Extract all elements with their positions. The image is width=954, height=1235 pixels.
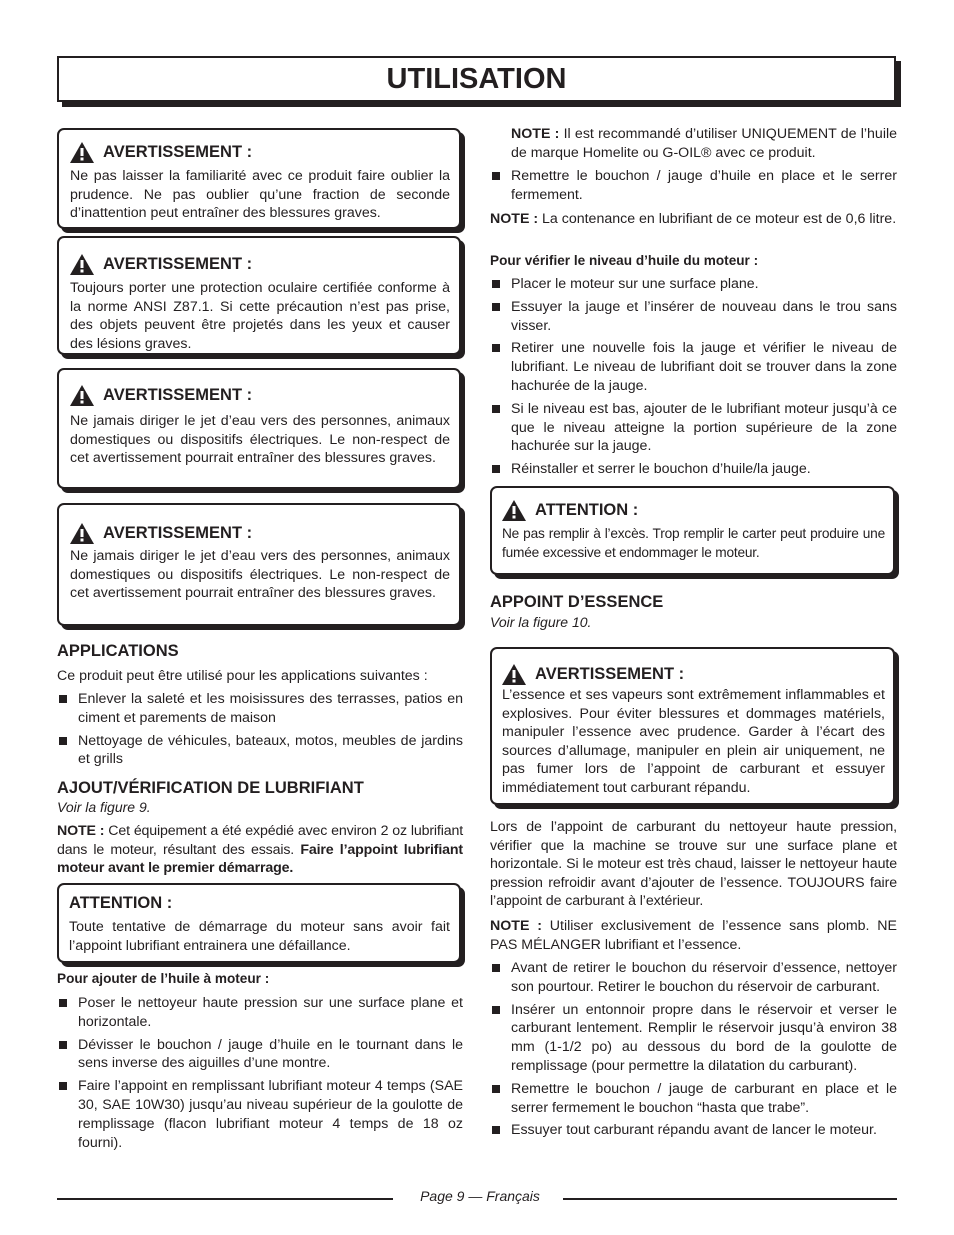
- attention-box-left: [57, 883, 461, 963]
- list-item: Essuyer la jauge et l’insérer de nouveau dans le trou sans visser.: [490, 298, 897, 336]
- attention-body: Toute tentative de démarrage du moteur sans avoir fait l’appoint lubrifiant entrainera une défaillance.: [69, 919, 450, 954]
- warning-title: AVERTISSEMENT :: [103, 524, 253, 542]
- attention-title: ATTENTION :: [69, 894, 173, 912]
- fuel-note: NOTE : Utiliser exclusivement de l’essence sans plomb. NE PAS MÉLANGER lubrifiant et l’essence.: [490, 918, 898, 953]
- footer-rule-left: [57, 1198, 393, 1200]
- attention-title: ATTENTION :: [535, 501, 639, 519]
- warning-triangle-icon: [70, 254, 94, 275]
- list-item: Réinstaller et serrer le bouchon d’huile/la jauge.: [490, 460, 897, 479]
- warning-body: Ne jamais diriger le jet d’eau vers des personnes, animaux domestiques ou dispositifs électriques. Le non-respect de cet avertissement pourrait entraîner des blessures graves.: [70, 413, 450, 467]
- list-item: Remettre le bouchon / jauge d’huile en place et le serrer fermement.: [490, 167, 897, 205]
- oil-brand-note: NOTE : Il est recommandé d’utiliser UNIQUEMENT de l’huile de marque Homelite ou G-OIL® avec ce produit.: [511, 126, 898, 161]
- check-oil-list: [490, 275, 897, 483]
- lubricant-note: NOTE : Cet équipement a été expédié avec environ 2 oz lubrifiant dans le moteur, résultant des essais. Faire l’appoint lubrifiant moteur avant le premier démarrage.: [57, 823, 463, 877]
- list-item: Essuyer tout carburant répandu avant de lancer le moteur.: [490, 1121, 897, 1140]
- warning-triangle-icon: [502, 664, 526, 685]
- warning-body: Toujours porter une protection oculaire certifiée conforme à la norme ANSI Z87.1. Si cette précaution n’est pas prise, des objets peuvent être projetés dans les yeux et causer des lésions graves.: [70, 280, 450, 352]
- warning-box-2: [57, 236, 461, 355]
- list-item: Si le niveau est bas, ajouter de le lubrifiant moteur jusqu’à ce que le niveau atteigne la portion supérieure de la zone hachurée sur la jauge.: [490, 400, 897, 456]
- list-item: Nettoyage de véhicules, bateaux, motos, meubles de jardins et grills: [57, 732, 463, 770]
- fuel-figure-ref: Voir la figure 10.: [490, 614, 592, 630]
- applications-list: [57, 690, 463, 773]
- warning-body: Ne pas laisser la familiarité avec ce produit faire oublier la prudence. Ne pas oublier qu’une fraction de seconde d’inattention peut entraîner des blessures graves.: [70, 168, 450, 222]
- page-title-box: [57, 56, 896, 102]
- list-item: Remettre le bouchon / jauge de carburant en place et le serrer fermement le bouchon “hasta que trabe”.: [490, 1080, 897, 1118]
- fuel-list: [490, 959, 897, 1144]
- warning-triangle-icon: [502, 500, 526, 521]
- fuel-paragraph: Lors de l’appoint de carburant du nettoyeur haute pression, vérifier que la machine se trouve sur une surface plane et horizontale. Si le moteur est très chaud, laisser le nettoyeur haute pression refroidir avant d’ajouter de l’essence. TOUJOURS faire l’appoint de carburant à l’extérieur.: [490, 819, 897, 910]
- warning-title: AVERTISSEMENT :: [103, 255, 253, 273]
- lubricant-figure-ref: Voir la figure 9.: [57, 799, 151, 815]
- attention-body: Ne pas remplir à l’excès. Trop remplir le carter peut produire une fumée excessive et endommager le moteur.: [502, 526, 885, 560]
- warning-box-4: [57, 503, 461, 626]
- lubricant-heading: AJOUT/VÉRIFICATION DE LUBRIFIANT: [57, 779, 364, 797]
- warning-triangle-icon: [70, 142, 94, 163]
- add-oil-heading: Pour ajouter de l’huile à moteur :: [57, 971, 270, 986]
- list-item: Faire l’appoint en remplissant lubrifiant moteur 4 temps (SAE 30, SAE 10W30) jusqu’au niveau supérieur de la goulotte de remplissage (flacon lubrifiant moteur 4 temps de 18 oz fourni).: [57, 1077, 463, 1152]
- attention-box-right: [490, 486, 895, 575]
- list-item: Dévisser le bouchon / jauge d’huile en le tournant dans le sens inverse des aiguilles d’une montre.: [57, 1036, 463, 1074]
- warning-title: AVERTISSEMENT :: [103, 386, 253, 404]
- applications-heading: APPLICATIONS: [57, 642, 179, 660]
- list-item: Placer le moteur sur une surface plane.: [490, 275, 897, 294]
- list-item: Poser le nettoyeur haute pression sur une surface plane et horizontale.: [57, 994, 463, 1032]
- check-oil-heading: Pour vérifier le niveau d’huile du moteur :: [490, 253, 759, 268]
- capacity-note: NOTE : La contenance en lubrifiant de ce moteur est de 0,6 litre.: [490, 211, 897, 227]
- warning-body: Ne jamais diriger le jet d’eau vers des personnes, animaux domestiques ou dispositifs électriques. Le non-respect de cet avertissement pourrait entraîner des blessures graves.: [70, 548, 450, 602]
- warning-title: AVERTISSEMENT :: [535, 665, 685, 683]
- list-item: Retirer une nouvelle fois la jauge et vérifier le niveau de lubrifiant. Le niveau de lubrifiant doit se trouver dans la zone hachurée de la jauge.: [490, 339, 897, 395]
- page-footer: Page 9 — Français: [420, 1188, 540, 1204]
- warning-triangle-icon: [70, 385, 94, 406]
- list-item: Enlever la saleté et les moisissures des terrasses, patios en ciment et parements de maison: [57, 690, 463, 728]
- fuel-heading: APPOINT D’ESSENCE: [490, 593, 664, 611]
- warning-triangle-icon: [70, 523, 94, 544]
- list-item: Avant de retirer le bouchon du réservoir d’essence, nettoyer son pourtour. Retirer le bouchon du réservoir de carburant.: [490, 959, 897, 997]
- replace-cap-list: [490, 167, 897, 209]
- fuel-warning-box: [490, 647, 895, 805]
- page-title: UTILISATION: [386, 62, 567, 95]
- warning-box-1: [57, 128, 461, 229]
- warning-box-3: [57, 368, 461, 489]
- warning-title: AVERTISSEMENT :: [103, 143, 253, 161]
- applications-intro: Ce produit peut être utilisé pour les applications suivantes :: [57, 668, 428, 684]
- footer-rule-right: [563, 1198, 897, 1200]
- add-oil-list: [57, 994, 463, 1156]
- warning-body: L’essence et ses vapeurs sont extrêmement inflammables et explosives. Pour éviter blessures et dommages matériels, manipuler l’essence avec prudence. Garder à l’écart des sources d’allumage, manipuler en plein air uniquement, ne pas fumer lors de l’appoint de carburant et essuyer immédiatement tout carburant répandu.: [502, 687, 885, 796]
- list-item: Insérer un entonnoir propre dans le réservoir et verser le carburant lentement. Remplir le réservoir jusqu’à environ 38 mm (1-1/2 po) au dessous du bord de la goulotte de remplissage (pour permettre la dilatation du carburant).: [490, 1001, 897, 1076]
